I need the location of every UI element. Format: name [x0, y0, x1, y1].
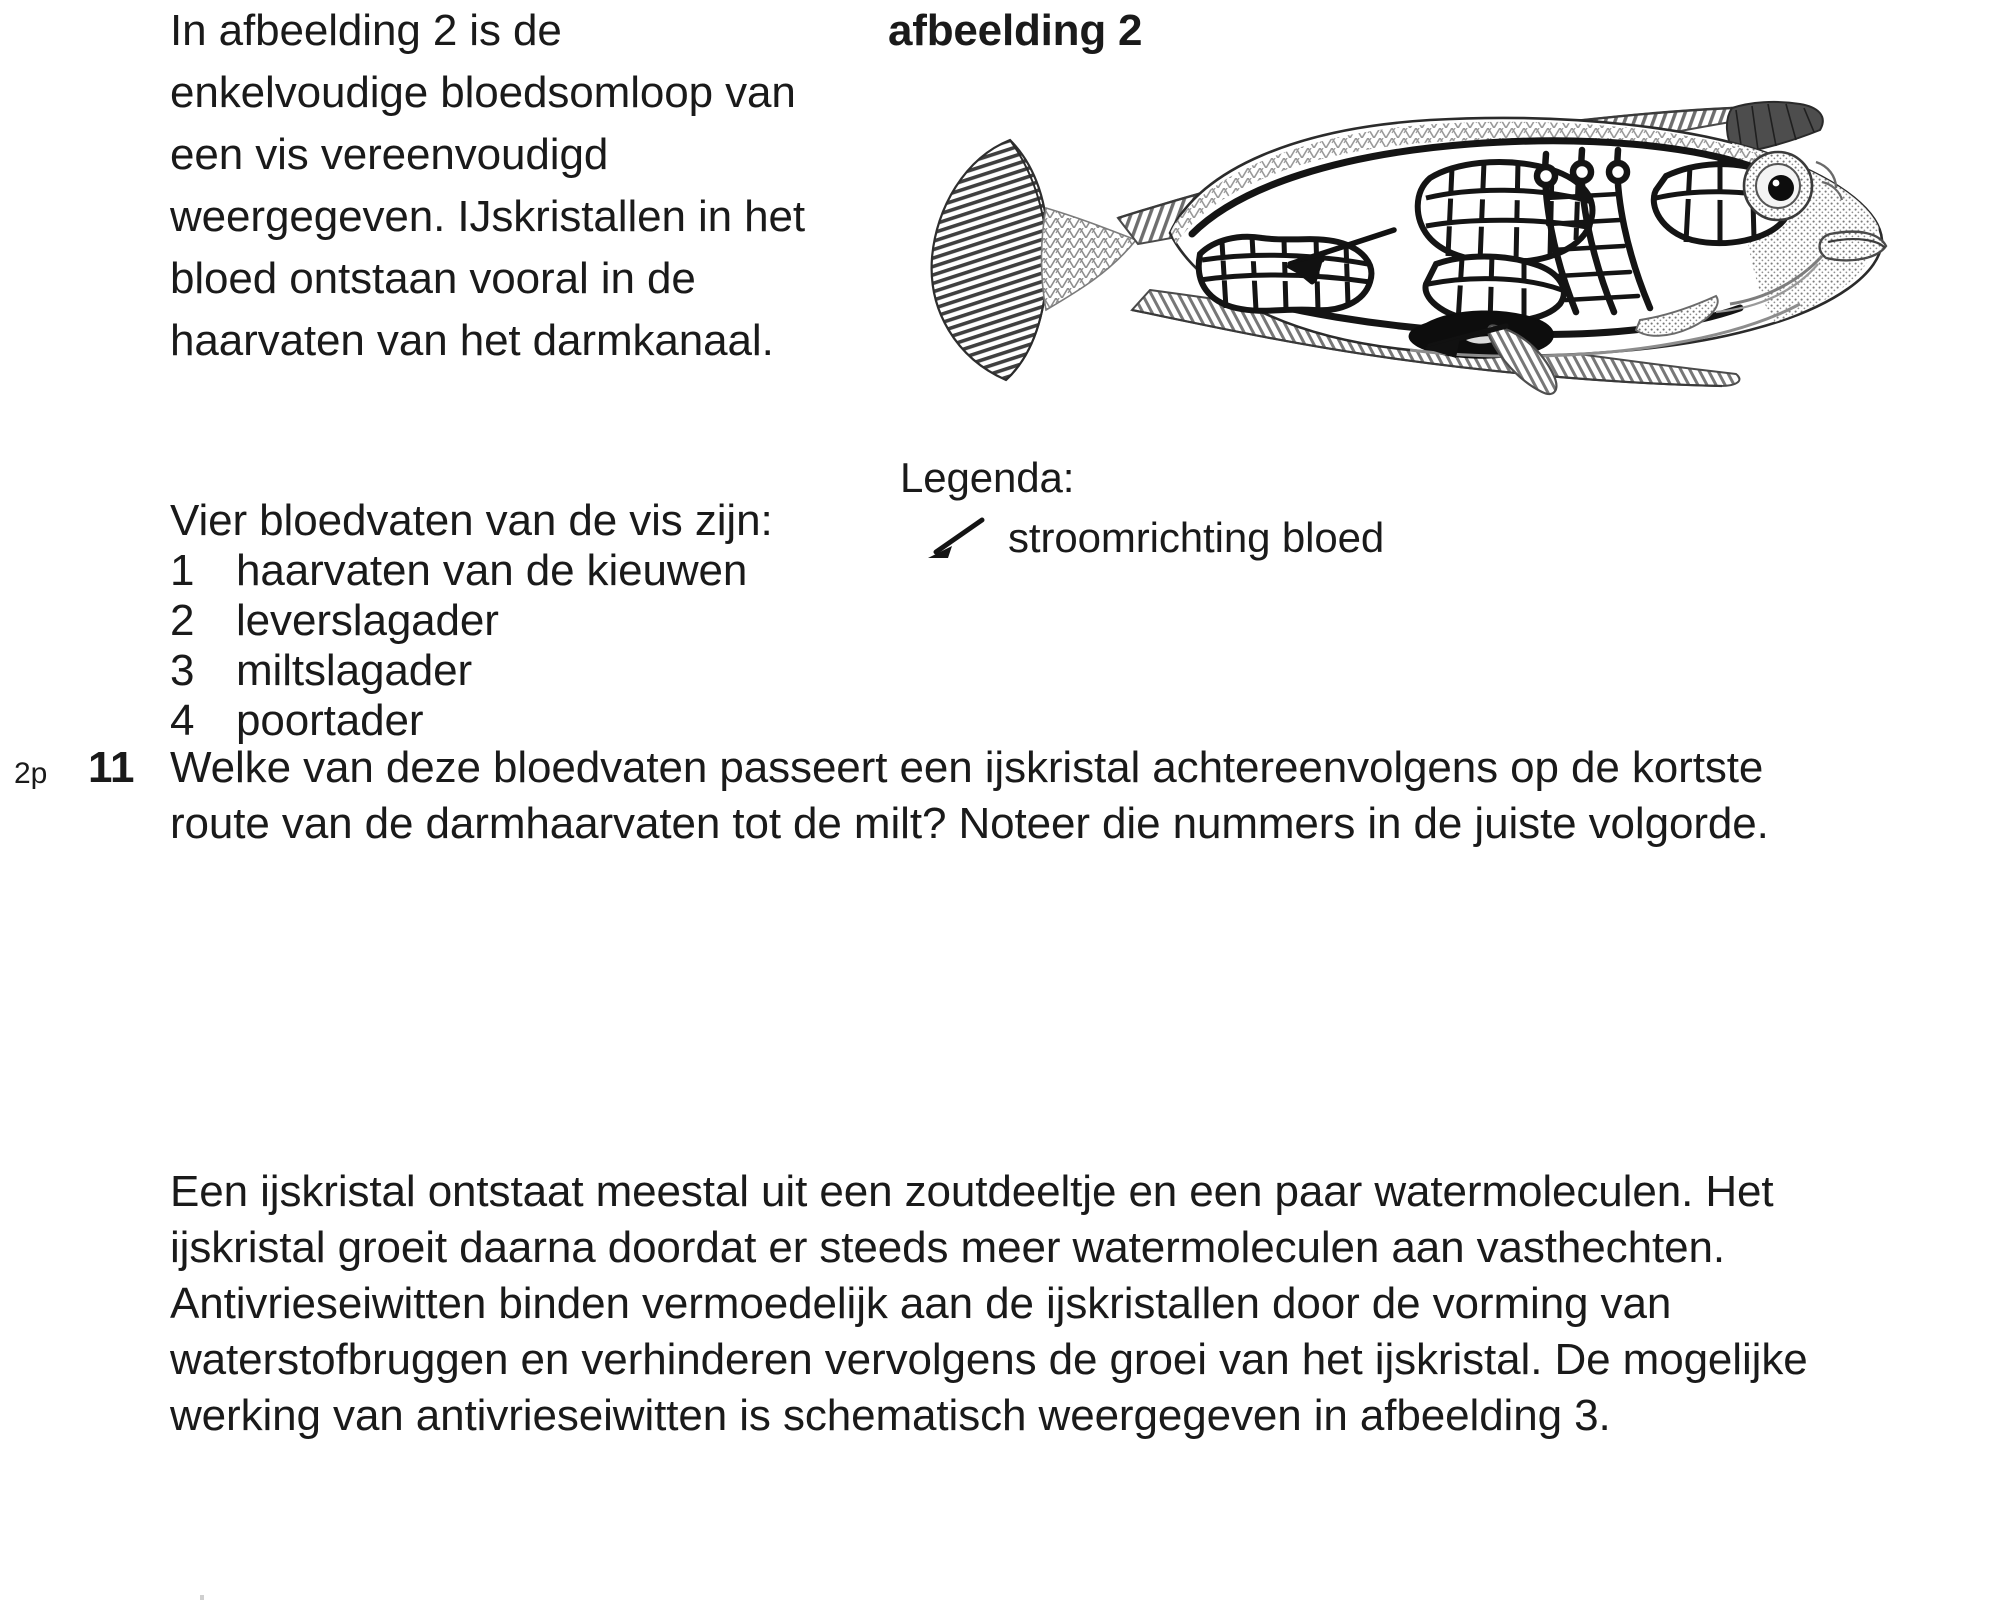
closing-paragraph: Een ijskristal ontstaat meestal uit een zoutdeeltje en een paar watermoleculen. Het ijskristal groeit daarna doordat er steeds meer watermoleculen aan vasthechten. Antivrieseiwitten binden vermoedelijk aan de ijskristallen door de vorming van waterstofbruggen en verhinderen vervolgens de groei van het ijskristal. De mogelijke werking van antivrieseiwitten is schematisch weergegeven in afbeelding 3.: [170, 1167, 1808, 1440]
page-speck: [200, 1595, 204, 1600]
vessel-number: 1: [170, 546, 195, 595]
list-item: [170, 546, 1570, 596]
vessel-name: haarvaten van de kieuwen: [236, 546, 748, 595]
vessel-list: [170, 546, 1570, 746]
vessel-list-block: [170, 496, 1570, 746]
vessel-number: 2: [170, 596, 195, 645]
list-item: [170, 596, 1570, 646]
intro-paragraph: In afbeelding 2 is de enkelvoudige bloedsomloop van een vis vereenvoudigd weergegeven. IJskristallen in het bloed ontstaan vooral in de haarvaten van het darmkanaal.: [170, 6, 806, 365]
vessel-name: miltslagader: [236, 646, 473, 695]
question-number: 11: [88, 743, 135, 792]
question-points: 2p: [14, 757, 48, 790]
caudal-fin: [932, 140, 1049, 380]
vessel-name: poortader: [236, 696, 424, 745]
question-text: Welke van deze bloedvaten passeert een ijskristal achtereenvolgens op de kortste route van de darmhaarvaten tot de milt? Noteer die nummers in de juiste volgorde.: [170, 743, 1769, 848]
vessel-name: leverslagader: [236, 596, 499, 645]
legend-title: Legenda:: [900, 454, 1075, 501]
list-item: [170, 696, 1570, 746]
list-item: [170, 646, 1570, 696]
vessel-number: 4: [170, 696, 195, 745]
vessel-number: 3: [170, 646, 195, 695]
figure-caption: afbeelding 2: [888, 6, 1143, 55]
vessel-list-lead: Vier bloedvaten van de vis zijn:: [170, 496, 773, 545]
legend-item-label: stroomrichting bloed: [1008, 514, 1385, 561]
pupil: [1768, 175, 1794, 201]
fish-circulation-illustration: [870, 58, 1980, 408]
